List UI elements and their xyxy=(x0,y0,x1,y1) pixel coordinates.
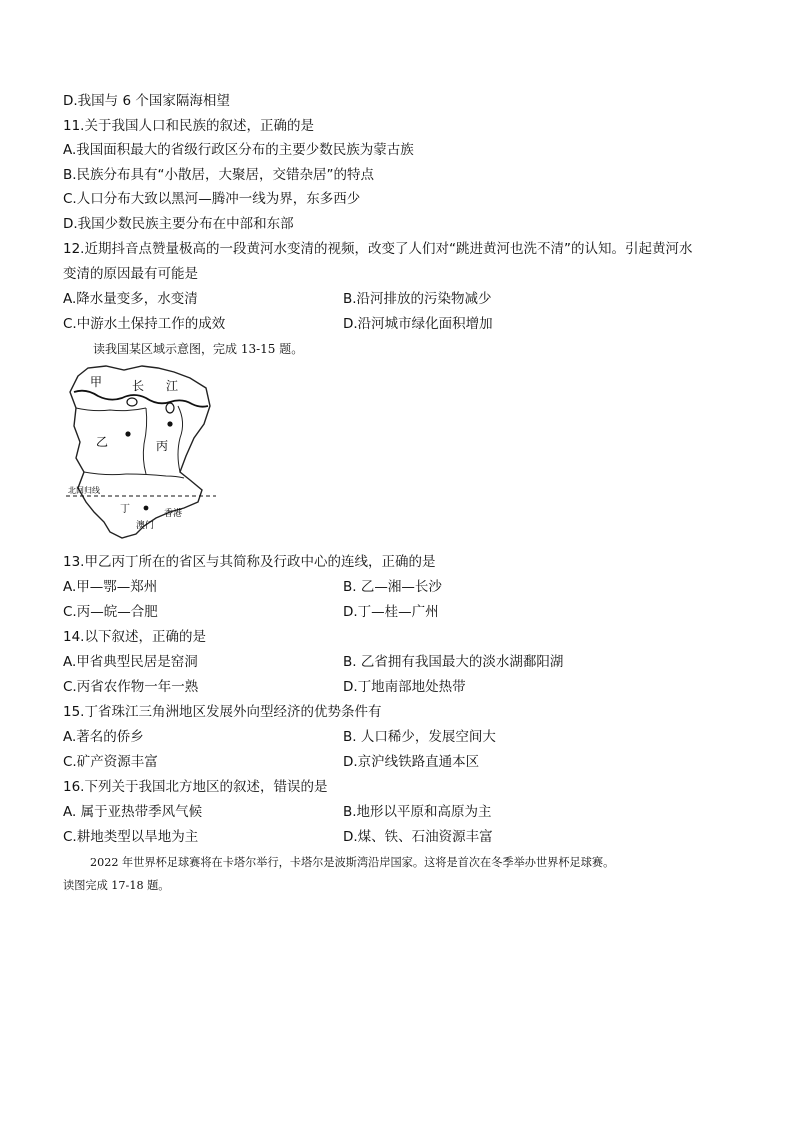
intro-13-15: 读我国某区域示意图，完成 13-15 题。 xyxy=(93,342,304,356)
q12-option-c: C.中游水土保持工作的成效 xyxy=(63,316,226,332)
label-chang: 长 xyxy=(132,379,145,393)
q13-stem: 13.甲乙丙丁所在的省区与其简称及行政中心的连线，正确的是 xyxy=(63,554,436,570)
q13-option-b: B. 乙—湘—长沙 xyxy=(343,579,442,595)
q15-option-d: D.京沪线铁路直通本区 xyxy=(343,754,480,770)
label-tropic: 北回归线 xyxy=(68,486,100,495)
q14-option-a: A.甲省典型民居是窑洞 xyxy=(63,654,198,670)
q16-option-c: C.耕地类型以旱地为主 xyxy=(63,829,199,845)
boundary-south xyxy=(84,472,184,478)
yangtze-river xyxy=(74,391,208,407)
q12-option-b: B.沿河排放的污染物减少 xyxy=(343,291,492,307)
label-jia: 甲 xyxy=(90,375,103,389)
q14-option-c: C.丙省农作物一年一熟 xyxy=(63,679,199,695)
label-jiang: 江 xyxy=(166,379,179,393)
region-map xyxy=(66,362,216,540)
q12-stem-line1: 12.近期抖音点赞量极高的一段黄河水变清的视频，改变了人们对“跳进黄河也洗不清”的认知。引起黄河水 xyxy=(63,241,693,257)
boundary-jia-south xyxy=(76,408,146,411)
capital-ding xyxy=(144,506,149,511)
q12-option-a: A.降水量变多，水变清 xyxy=(63,291,198,307)
q16-option-a: A. 属于亚热带季风气候 xyxy=(63,804,203,820)
q11-option-c: C.人口分布大致以黑河—腾冲一线为界，东多西少 xyxy=(63,191,361,207)
q16-option-d: D.煤、铁、石油资源丰富 xyxy=(343,829,493,845)
q11-stem: 11.关于我国人口和民族的叙述，正确的是 xyxy=(63,118,314,134)
q11-option-b: B.民族分布具有“小散居，大聚居，交错杂居”的特点 xyxy=(63,167,375,183)
q16-option-b: B.地形以平原和高原为主 xyxy=(343,804,492,820)
q16-stem: 16.下列关于我国北方地区的叙述，错误的是 xyxy=(63,779,328,795)
q13-option-c: C.丙—皖—合肥 xyxy=(63,604,158,620)
q12-stem-line2: 变清的原因最有可能是 xyxy=(63,266,198,282)
q11-option-a: A.我国面积最大的省级行政区分布的主要少数民族为蒙古族 xyxy=(63,142,414,158)
q14-option-b: B. 乙省拥有我国最大的淡水湖鄱阳湖 xyxy=(343,654,564,670)
boundary-yi-bing xyxy=(143,408,146,474)
q13-option-a: A.甲—鄂—郑州 xyxy=(63,579,158,595)
q15-option-c: C.矿产资源丰富 xyxy=(63,754,158,770)
lake-dongting xyxy=(127,398,137,406)
label-macau: 澳门 xyxy=(136,521,155,531)
capital-yi xyxy=(125,431,130,436)
lake-poyang xyxy=(166,403,174,413)
label-ding: 丁 xyxy=(120,504,130,515)
q15-stem: 15.丁省珠江三角洲地区发展外向型经济的优势条件有 xyxy=(63,704,382,720)
label-yi: 乙 xyxy=(96,435,109,449)
q11-option-d: D.我国少数民族主要分布在中部和东部 xyxy=(63,216,294,232)
q13-option-d: D.丁—桂—广州 xyxy=(343,604,439,620)
intro-17-18-line1: 2022 年世界杯足球赛将在卡塔尔举行，卡塔尔是波斯湾沿岸国家。这将是首次在冬季举办世界杯足球赛。 xyxy=(90,856,615,869)
label-hongkong: 香港 xyxy=(164,509,183,519)
q14-stem: 14.以下叙述，正确的是 xyxy=(63,629,206,645)
boundary-bing-east xyxy=(178,406,183,472)
label-bing: 丙 xyxy=(156,439,169,453)
q15-option-a: A.著名的侨乡 xyxy=(63,729,144,745)
intro-17-18-line2: 读图完成 17-18 题。 xyxy=(63,879,170,892)
q12-option-d: D.沿河城市绿化面积增加 xyxy=(343,316,493,332)
capital-bing xyxy=(167,421,172,426)
q15-option-b: B. 人口稀少，发展空间大 xyxy=(343,729,496,745)
q10-option-d: D.我国与 6 个国家隔海相望 xyxy=(63,93,230,109)
q14-option-d: D.丁地南部地处热带 xyxy=(343,679,466,695)
